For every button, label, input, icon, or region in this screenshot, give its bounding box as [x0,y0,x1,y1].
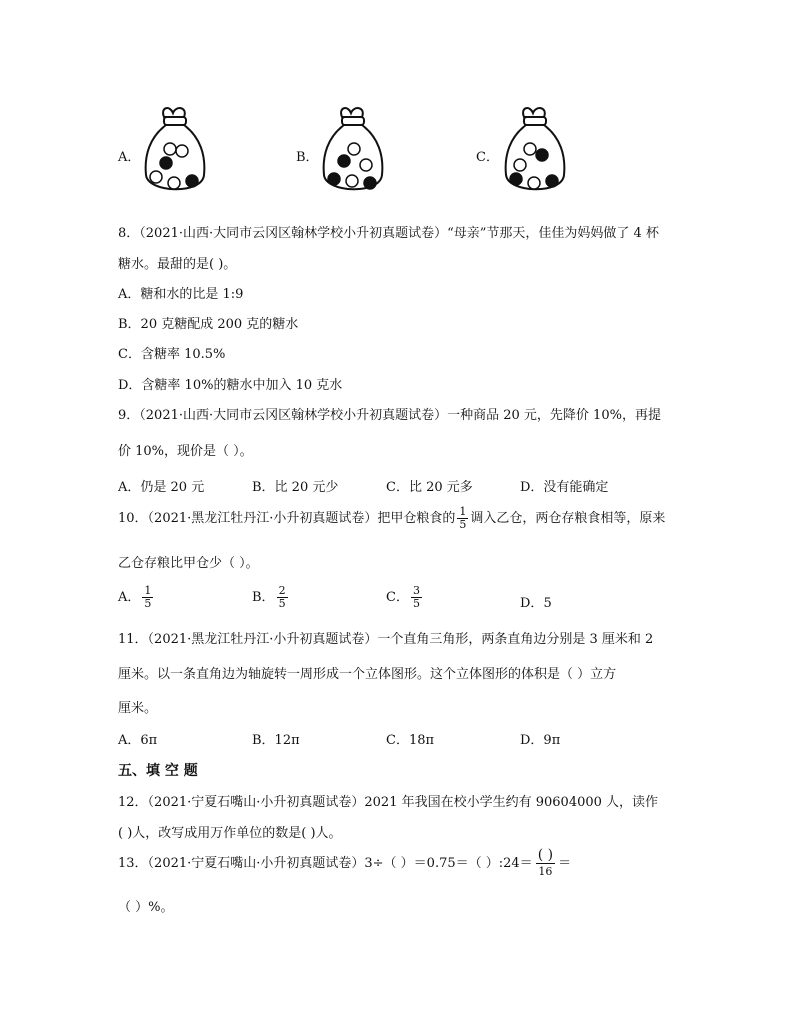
marble-bag-b-icon [318,103,388,199]
q8-option-d[interactable]: D．含糖率 10%的糖水中加入 10 克水 [118,378,343,393]
q8-option-b[interactable]: B．20 克糖配成 200 克的糖水 [118,317,299,332]
q8-line-1: 8．（2021·山西·大同市云冈区翰林学校小升初真题试卷）“母亲”节那天，佳佳为妈妈做了 4 杯 [118,226,659,241]
q11-option-c[interactable]: C．18π [386,733,435,748]
q10-option-b-num: 2 [278,584,286,597]
q8-option-a[interactable]: A．糖和水的比是 1:9 [118,287,244,302]
marble-bag-c-icon [500,103,570,199]
q10-option-a-num: 1 [144,584,152,597]
q9-option-b[interactable]: B．比 20 元少 [252,480,339,495]
q10-line-1-post: 调入乙仓，两仓存粮食相等，原来 [470,511,666,526]
q9-line-2: 价 10%，现价是（ ）。 [118,444,253,459]
q13-line-1-post: ＝ [558,856,572,871]
q9-line-1: 9．（2021·山西·大同市云冈区翰林学校小升初真题试卷）一种商品 20 元，先降价 10%，再提 [118,408,661,423]
q12-line-1: 12．（2021·宁夏石嘴山·小升初真题试卷）2021 年我国在校小学生约有 90604000 人，读作 [118,795,659,810]
marble-bag-a-icon [140,103,210,199]
q10-option-c-num: 3 [412,584,420,597]
q11-option-a[interactable]: A．6π [118,733,158,748]
q11-option-b[interactable]: B．12π [252,733,300,748]
q11-line-3: 厘米。 [118,701,158,716]
q13-frac-num: ( ) [537,847,554,863]
q13-frac-den: 16 [538,865,553,878]
q10-option-d[interactable] [520,592,552,611]
q13-line-2: （ ）%。 [118,900,174,915]
q10-frac-num: 1 [459,505,467,518]
q13-fraction [536,847,555,880]
q10-option-a-letter: A． [118,590,141,605]
q9-option-d[interactable]: D．没有能确定 [520,480,609,495]
option-a-label: A． [118,150,141,165]
q10-option-b-fraction [277,585,288,610]
q10-option-c-fraction [411,585,422,610]
q13-line-1 [118,847,571,880]
q10-option-b-den: 5 [278,597,286,610]
q10-option-d-value: 5 [543,596,552,611]
section-five-heading: 五、填 空 题 [118,763,198,779]
q10-option-c-letter: C． [386,590,409,605]
option-b-label: B． [296,150,319,165]
q10-option-a-fraction [142,585,153,610]
q10-option-a-den: 5 [144,597,152,610]
q10-line-2: 乙仓存粮比甲仓少（ ）。 [118,556,259,571]
q10-line-1 [118,506,665,531]
q12-line-2: ( )人，改写成用万作单位的数是( )人。 [118,826,342,841]
q10-option-c-den: 5 [412,597,420,610]
q10-option-b[interactable] [252,585,290,610]
q10-option-b-letter: B． [252,590,275,605]
q9-option-c[interactable]: C．比 20 元多 [386,480,473,495]
q10-line-1-pre: 10．（2021·黑龙江牡丹江·小升初真题试卷）把甲仓粮食的 [118,511,456,526]
q8-line-2: 糖水。最甜的是( )。 [118,257,237,272]
q9-option-a[interactable]: A．仍是 20 元 [118,480,205,495]
q10-frac-den: 5 [459,518,467,531]
q11-option-d[interactable]: D．9π [520,733,561,748]
q10-option-a[interactable] [118,585,155,610]
option-c-label: C． [476,150,499,165]
q10-option-d-letter: D． [520,596,544,611]
q8-option-c[interactable]: C．含糖率 10.5% [118,347,226,362]
q10-option-c[interactable] [386,585,424,610]
q13-line-1-pre: 13．（2021·宁夏石嘴山·小升初真题试卷）3÷（ ）＝0.75＝（ ）:24＝ [118,856,533,871]
q11-line-1: 11．（2021·黑龙江牡丹江·小升初真题试卷）一个直角三角形，两条直角边分别是 3 厘米和 2 [118,632,654,647]
q11-line-2: 厘米。以一条直角边为轴旋转一周形成一个立体图形。这个立体图形的体积是（ ）立方 [118,667,617,682]
q10-fraction [457,506,468,531]
